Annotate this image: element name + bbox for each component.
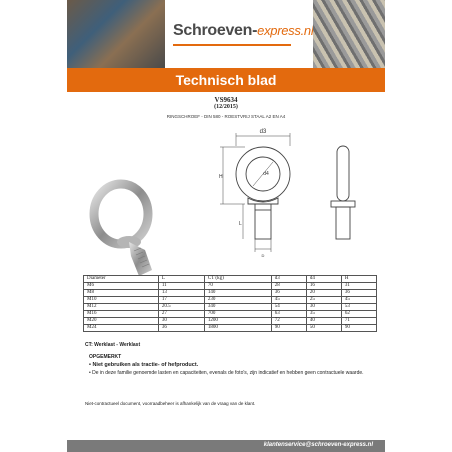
cell: 20 [306, 290, 341, 297]
cell: 27 [158, 311, 204, 318]
dim-d3: d3 [259, 129, 267, 135]
cell: 36 [271, 290, 306, 297]
technical-sheet-page [67, 0, 385, 452]
cell: 30 [306, 304, 341, 311]
tools-photo [67, 0, 165, 68]
cell: 340 [204, 304, 271, 311]
cell: 17 [158, 297, 204, 304]
table-row [84, 325, 377, 332]
cell: M10 [84, 297, 159, 304]
cell: M8 [84, 290, 159, 297]
cell: 71 [341, 318, 376, 325]
cell: 45 [271, 297, 306, 304]
footer-email-link[interactable]: klantenservice@schroeven-express.nl [263, 442, 373, 448]
cell: M6 [84, 283, 159, 290]
cell: 31 [341, 283, 376, 290]
cell: 13 [158, 290, 204, 297]
col-l: L [158, 276, 204, 283]
cell: 140 [204, 290, 271, 297]
logo-area [165, 0, 313, 68]
table-row [84, 304, 377, 311]
document-date: (12/2015) [214, 104, 238, 110]
table-header-row [84, 276, 377, 283]
cell: 70 [204, 283, 271, 290]
cell: 72 [271, 318, 306, 325]
cell: M24 [84, 325, 159, 332]
document-code: VS9634 [214, 96, 238, 104]
spec-table [83, 275, 377, 332]
footer-bar [67, 440, 385, 452]
cell: 20.5 [158, 304, 204, 311]
dim-d: D [261, 253, 265, 258]
eye-bolt-photo [89, 178, 189, 278]
logo-underline [173, 44, 291, 46]
remark-heading: OPGEMERKT [89, 354, 122, 360]
product-subtitle: RINGSCHROEF - DIN 580 - ROESTVRIJ STAAL A2 EN A4 [166, 114, 286, 119]
table-row [84, 318, 377, 325]
cell: M16 [84, 311, 159, 318]
screws-photo [313, 0, 385, 68]
cell: 90 [271, 325, 306, 332]
cell: 1800 [204, 325, 271, 332]
cell: 53 [341, 304, 376, 311]
dim-d4: d4 [263, 171, 269, 177]
table-row [84, 283, 377, 290]
col-d3: d3 [271, 276, 306, 283]
cell: 230 [204, 297, 271, 304]
dim-h: H [219, 174, 223, 180]
cell: 36 [158, 325, 204, 332]
technical-drawing [215, 124, 380, 264]
cell: 36 [341, 290, 376, 297]
cell: 35 [306, 311, 341, 318]
logo-accent-text: express.nl [257, 23, 314, 38]
dim-l: L [239, 221, 242, 227]
remark-1: • Niet gebruiken als tractie- of hefproduct. [89, 362, 199, 368]
header-banner [67, 0, 385, 68]
brand-logo[interactable] [173, 22, 313, 40]
cell: M12 [84, 304, 159, 311]
cell: 25 [306, 297, 341, 304]
cell: 63 [271, 311, 306, 318]
table-row [84, 290, 377, 297]
title-bar [67, 68, 385, 92]
logo-main-text: Schroeven- [173, 22, 258, 39]
cell: 11 [158, 283, 204, 290]
cell: 50 [306, 325, 341, 332]
cell: 1200 [204, 318, 271, 325]
cell: 30 [158, 318, 204, 325]
cell: 54 [271, 304, 306, 311]
cell: 45 [341, 297, 376, 304]
table-row [84, 297, 377, 304]
cell: 16 [306, 283, 341, 290]
cell: M20 [84, 318, 159, 325]
cell: 62 [341, 311, 376, 318]
cell: 40 [306, 318, 341, 325]
ct-note: CT: Werklast - Werklast [85, 342, 141, 348]
remark-2: • De in deze familie genoemde lasten en capaciteiten, evenals de foto's, zijn indicatief en hebben geen contractuele waarde. [89, 370, 364, 376]
cell: 90 [341, 325, 376, 332]
col-h: H [341, 276, 376, 283]
col-ct: CT (kg) [204, 276, 271, 283]
table-row [84, 311, 377, 318]
cell: 700 [204, 311, 271, 318]
banner-title: Technisch blad [175, 72, 277, 88]
col-d4: d4 [306, 276, 341, 283]
footnote: Niet-contractueel document, voorraadbeheer is afhankelijk van de vraag van de klant. [85, 401, 256, 406]
col-diameter: Diameter [84, 276, 159, 283]
cell: 28 [271, 283, 306, 290]
